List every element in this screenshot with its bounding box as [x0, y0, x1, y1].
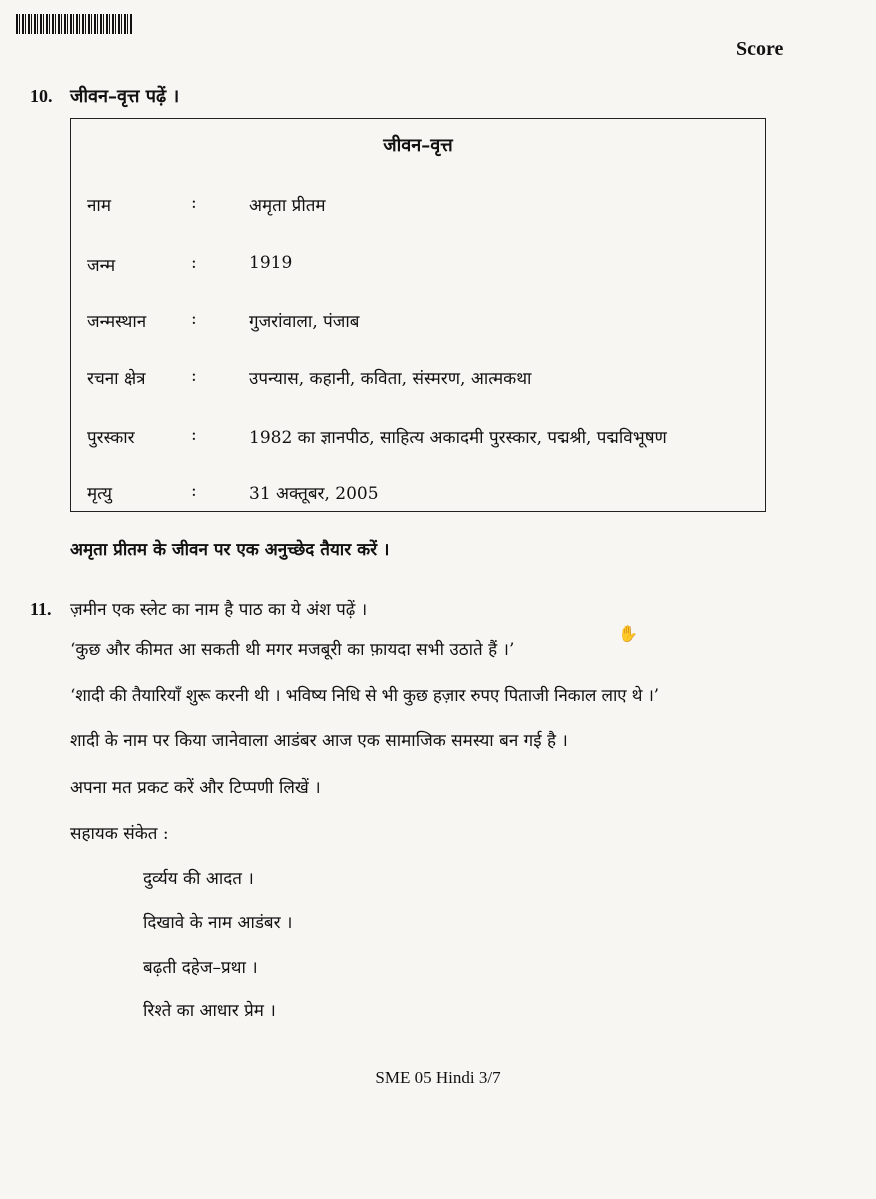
- bio-row-value: अमृता प्रीतम: [249, 196, 326, 216]
- bio-row-works: [71, 366, 765, 396]
- bio-row-death: [71, 481, 765, 511]
- bio-row-value: 1982 का ज्ञानपीठ, साहित्य अकादमी पुरस्कार, पद्मश्री, पद्मविभूषण: [249, 428, 667, 448]
- bio-row-colon: :: [191, 253, 197, 273]
- hints-label: सहायक संकेत :: [70, 824, 169, 844]
- barcode: [16, 14, 132, 34]
- bio-row-colon: :: [191, 193, 197, 213]
- question-11-statement: शादी के नाम पर किया जानेवाला आडंबर आज एक सामाजिक समस्या बन गई है ।: [70, 731, 568, 751]
- bio-row-awards: [71, 425, 765, 455]
- bio-row-label: नाम: [87, 196, 112, 216]
- bio-row-colon: :: [191, 425, 197, 445]
- bio-row-label: जन्म: [87, 256, 116, 276]
- bio-row-colon: :: [191, 366, 197, 386]
- hint-item: दिखावे के नाम आडंबर ।: [143, 913, 293, 933]
- bio-row-label: मृत्यु: [87, 484, 112, 504]
- question-10-number: 10.: [30, 86, 53, 106]
- biography-box-title: जीवन–वृत्त: [383, 135, 453, 156]
- bio-row-value: 31 अक्तूबर, 2005: [249, 484, 379, 504]
- bio-row-name: [71, 193, 765, 223]
- question-10-task: अमृता प्रीतम के जीवन पर एक अनुच्छेद तैयार करें ।: [70, 540, 390, 560]
- bio-row-birthplace: [71, 309, 765, 339]
- bio-row-label: रचना क्षेत्र: [87, 369, 146, 389]
- bio-row-value: 1919: [249, 253, 293, 273]
- hint-item: बढ़ती दहेज–प्रथा ।: [143, 958, 258, 978]
- bio-row-label: जन्मस्थान: [87, 312, 147, 332]
- page-footer: SME 05 Hindi 3/7: [375, 1068, 501, 1087]
- hand-icon: ✋: [618, 624, 638, 643]
- question-11-intro: ज़मीन एक स्लेट का नाम है पाठ का ये अंश पढ़ें ।: [70, 600, 368, 620]
- hint-item: दुर्व्यय की आदत ।: [143, 869, 254, 889]
- hint-item: रिश्ते का आधार प्रेम ।: [143, 1001, 276, 1021]
- biography-box: [70, 118, 766, 512]
- score-label: Score: [736, 38, 784, 60]
- bio-row-value: उपन्यास, कहानी, कविता, संस्मरण, आत्मकथा: [249, 369, 532, 389]
- question-11-quote-1: ‘कुछ और कीमत आ सकती थी मगर मजबूरी का फ़ायदा सभी उठाते हैं ।’: [70, 640, 515, 660]
- question-11-number: 11.: [30, 599, 52, 619]
- bio-row-birth: [71, 253, 765, 283]
- bio-row-colon: :: [191, 309, 197, 329]
- bio-row-colon: :: [191, 481, 197, 501]
- question-11-task: अपना मत प्रकट करें और टिप्पणी लिखें ।: [70, 778, 321, 798]
- bio-row-label: पुरस्कार: [87, 428, 135, 448]
- question-11-quote-2: ‘शादी की तैयारियाँ शुरू करनी थी । भविष्य निधि से भी कुछ हज़ार रुपए पिताजी निकाल लाए थे ।’: [70, 686, 659, 706]
- bio-row-value: गुजरांवाला, पंजाब: [249, 312, 360, 332]
- question-10-instruction: जीवन–वृत्त पढ़ें ।: [70, 86, 180, 107]
